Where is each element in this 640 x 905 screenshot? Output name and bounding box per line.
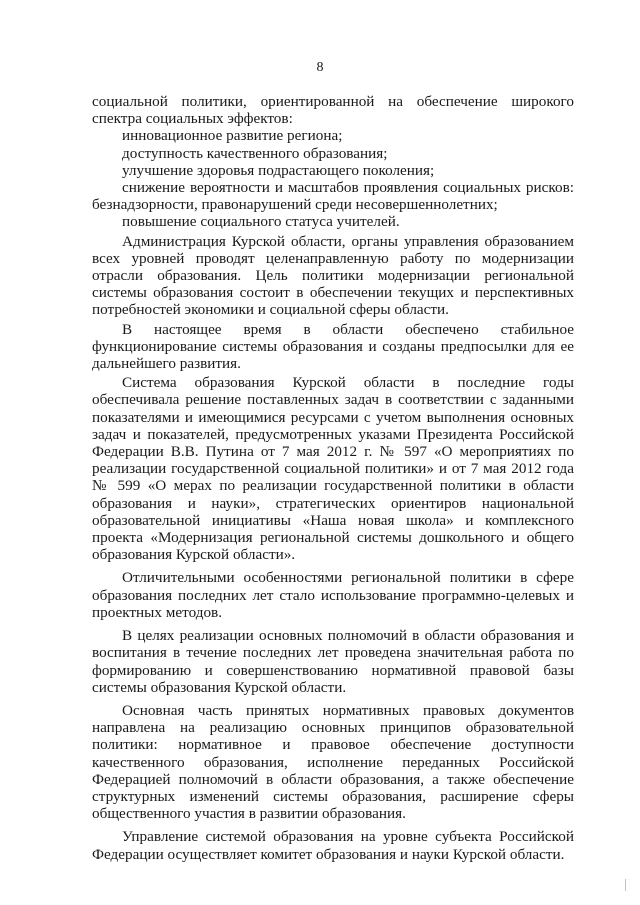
list-item-risks: снижение вероятности и масштабов проявления социальных рисков: безнадзорности, правонарушений среди несовершеннолетних; [92,179,574,214]
document-body [92,93,574,863]
paragraph-distinctive-features: Отличительными особенностями региональной политики в сфере образования последних лет стало использование программно-целевых и проектных методов. [92,569,574,621]
paragraph-social-policy: социальной политики, ориентированной на обеспечение широкого спектра социальных эффектов: [92,93,574,128]
page-number: 8 [316,60,324,75]
paragraph-legal-framework: В целях реализации основных полномочий в области образования и воспитания в течение последних лет проведена значительная работа по формированию и совершенствованию нормативной правовой базы системы образования Курской области. [92,627,574,696]
paragraph-management: Управление системой образования на уровне субъекта Российской Федерации осуществляет комитет образования и науки Курской области. [92,828,574,863]
list-item-innovation: инновационное развитие региона; [122,127,343,145]
list-item-health: улучшение здоровья подрастающего поколения; [122,161,435,179]
list-item-access: доступность качественного образования; [122,144,388,162]
list-item-teacher-status: повышение социального статуса учителей. [122,213,400,231]
scan-edge-mark [625,879,632,891]
paragraph-administration: Администрация Курской области, органы управления образованием всех уровней проводят целенаправленную работу по модернизации отрасли образования. Цель политики модернизации региональной системы образования состоит в обеспечении текущих и перспективных потребностей экономики и социальной сферы области. [92,232,574,319]
paragraph-stable-functioning: В настоящее время в области обеспечено стабильное функционирование системы образования и созданы предпосылки для ее дальнейшего развития. [92,320,574,373]
paragraph-education-system: Система образования Курской области в последние годы обеспечивала решение поставленных задач в соответствии с заданными показателями и имеющимися ресурсами с учетом выполнения основных задач и показателей, предусмотренных указами Президента Российской Федерации В.В. Путина от 7 мая 2012 г. № 597 «О мероприятиях по реализации государственной социальной политики» и от 7 мая 2012 года № 599 «О мерах по реализации государственной политики в области образования и науки», стратегических ориентиров национальной образовательной инициативы «Наша новая школа» и комплексного проекта «Модернизация региональной системы дошкольного и общего образования Курской области». [92,374,574,564]
paragraph-normative-documents: Основная часть принятых нормативных правовых документов направлена на реализацию основных принципов образовательной политики: нормативное и правовое обеспечение доступности качественного образования, исполнение переданных Российской Федерацией полномочий в области образования, а также обеспечение структурных изменений системы образования, расширение сферы общественного участия в развитии образования. [92,701,574,823]
